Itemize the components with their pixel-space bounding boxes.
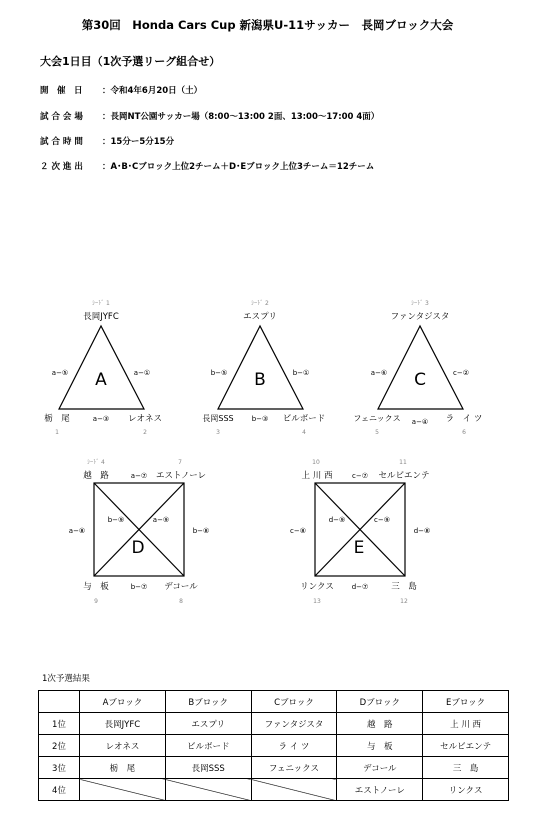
block-d-match-diag1: b−⑨ (107, 516, 125, 524)
block-d-seed: ｼｰﾄﾞ 4 (87, 459, 105, 466)
table-row (39, 713, 509, 735)
empty-slash-cell (165, 779, 251, 801)
table-cell: 越 路 (337, 713, 423, 735)
table-row (39, 779, 509, 801)
block-a-triangle (59, 326, 144, 409)
rank-cell: 3位 (39, 757, 80, 779)
block-a-match-left: a−⑤ (51, 369, 69, 377)
table-cell: エスプリ (165, 713, 251, 735)
block-e-match-bottom: d−⑦ (351, 583, 369, 591)
table-cell: リンクス (423, 779, 509, 801)
block-b-seed: ｼｰﾄﾞ 2 (251, 300, 269, 307)
table-cell: 上 川 西 (423, 713, 509, 735)
block-e-letter: E (353, 538, 365, 558)
block-e-team-br: 三 島 (391, 582, 417, 592)
results-table (38, 690, 509, 801)
block-e-num-tl: 10 (312, 459, 320, 466)
block-b-num-bl: 3 (216, 429, 220, 436)
empty-slash-cell (251, 779, 337, 801)
block-c-match-bottom: a−④ (411, 418, 429, 426)
block-c-team-br: ラ イ ツ (445, 414, 483, 424)
info-value: ：15分ー5分15分 (102, 137, 175, 147)
table-header-cell: Aブロック (80, 691, 166, 713)
table-cell: 与 板 (337, 735, 423, 757)
table-header-cell (39, 691, 80, 713)
block-b-triangle (218, 326, 303, 409)
block-d-match-left: a−⑧ (68, 527, 86, 535)
block-e-match-left: c−⑧ (290, 527, 306, 535)
block-a-team-br: レオネス (128, 414, 162, 424)
table-cell: セルビエンテ (423, 735, 509, 757)
block-e-team-tr: セルビエンテ (378, 471, 430, 481)
info-value: ：長岡NT公園サッカー場（8:00〜13:00 2面、13:00〜17:00 4面） (102, 112, 380, 122)
block-e-match-diag2: c−⑨ (374, 516, 390, 524)
info-label: 試 合 会 場 (40, 112, 83, 122)
block-d-team-br: デコール (164, 582, 198, 592)
block-e-match-top: c−⑦ (352, 472, 368, 480)
block-e-team-bl: リンクス (300, 582, 334, 592)
info-label: 開 催 日 (40, 86, 83, 96)
info-value: ：A･B･Cブロック上位2チーム＋D･Eブロック上位3チーム＝12チーム (102, 162, 375, 172)
block-b-match-left: b−⑤ (210, 369, 228, 377)
block-d-num-br: 8 (179, 598, 183, 605)
block-b-diagram (202, 300, 325, 436)
block-b-letter: B (254, 370, 266, 390)
rank-cell: 2位 (39, 735, 80, 757)
block-e-diagram (290, 459, 430, 605)
block-b-team-bl: 長岡SSS (202, 414, 234, 423)
block-b-match-right: b−① (292, 369, 310, 377)
block-d-num-tr: 7 (178, 459, 182, 466)
info-label: ２ 次 進 出 (40, 162, 83, 172)
block-c-match-left: a−⑥ (370, 369, 388, 377)
block-e-match-diag1: d−⑨ (328, 516, 346, 524)
block-d-diagram (69, 459, 210, 605)
block-a-diagram (44, 300, 162, 436)
table-cell: エストノーレ (337, 779, 423, 801)
table-header-cell: Bブロック (165, 691, 251, 713)
block-a-letter: A (95, 370, 107, 390)
block-a-team-top: 長岡JYFC (83, 312, 119, 322)
block-a-match-bottom: a−③ (92, 415, 110, 423)
block-e-num-bl: 13 (313, 598, 321, 605)
block-b-team-br: ビルボード (282, 414, 326, 424)
block-b-team-top: エスプリ (243, 312, 277, 322)
block-e-team-tl: 上 川 西 (301, 471, 333, 481)
block-a-seed: ｼｰﾄﾞ 1 (92, 300, 110, 307)
info-label: 試 合 時 間 (40, 137, 83, 147)
block-c-triangle (378, 326, 463, 409)
table-cell: 三 島 (423, 757, 509, 779)
block-c-team-bl: フェニックス (353, 414, 401, 423)
block-b-num-br: 4 (302, 429, 306, 436)
table-row (39, 757, 509, 779)
block-c-seed: ｼｰﾄﾞ 3 (411, 300, 429, 307)
block-d-match-right: b−⑧ (192, 527, 210, 535)
block-a-team-bl: 栃 尾 (44, 414, 70, 424)
page-title: 第30回 Honda Cars Cup 新潟県U-11サッカー 長岡ブロック大会 (81, 18, 454, 32)
table-header-row (39, 691, 509, 713)
page-subtitle: 大会1日目（1次予選リーグ組合せ） (40, 55, 221, 68)
table-cell: ビルボード (165, 735, 251, 757)
block-e-num-tr: 11 (399, 459, 407, 466)
table-cell: 長岡JYFC (80, 713, 166, 735)
results-label: 1次予選結果 (42, 674, 90, 684)
empty-slash-cell (80, 779, 166, 801)
table-cell: ラ イ ツ (251, 735, 337, 757)
table-cell: レオネス (80, 735, 166, 757)
block-d-letter: D (131, 538, 145, 558)
block-c-match-right: c−② (453, 369, 469, 377)
table-header-cell: Dブロック (337, 691, 423, 713)
block-b-match-bottom: b−③ (251, 415, 269, 423)
block-d-team-bl: 与 板 (83, 582, 109, 592)
block-d-match-diag2: a−⑨ (152, 516, 170, 524)
block-a-num-bl: 1 (55, 429, 59, 436)
block-d-team-tl: 越 路 (83, 471, 109, 481)
block-a-num-br: 2 (143, 429, 147, 436)
block-e-num-br: 12 (400, 598, 408, 605)
block-d-team-tr: エストノーレ (155, 471, 207, 481)
block-a-match-right: a−① (133, 369, 151, 377)
table-cell: ファンタジスタ (251, 713, 337, 735)
info-value: ：令和4年6月20日（土） (102, 86, 203, 96)
table-row (39, 735, 509, 757)
block-c-diagram (353, 300, 482, 436)
table-cell: 栃 尾 (80, 757, 166, 779)
block-c-team-top: ファンタジスタ (390, 312, 450, 322)
rank-cell: 1位 (39, 713, 80, 735)
table-cell: 長岡SSS (165, 757, 251, 779)
table-header-cell: Eブロック (423, 691, 509, 713)
table-cell: デコール (337, 757, 423, 779)
rank-cell: 4位 (39, 779, 80, 801)
block-e-match-right: d−⑧ (413, 527, 431, 535)
table-header-cell: Cブロック (251, 691, 337, 713)
block-c-letter: C (414, 370, 426, 390)
block-d-num-bl: 9 (94, 598, 98, 605)
table-cell: フェニックス (251, 757, 337, 779)
block-c-num-br: 6 (462, 429, 466, 436)
block-d-match-bottom: b−⑦ (130, 583, 148, 591)
block-d-match-top: a−⑦ (130, 472, 148, 480)
block-c-num-bl: 5 (375, 429, 379, 436)
